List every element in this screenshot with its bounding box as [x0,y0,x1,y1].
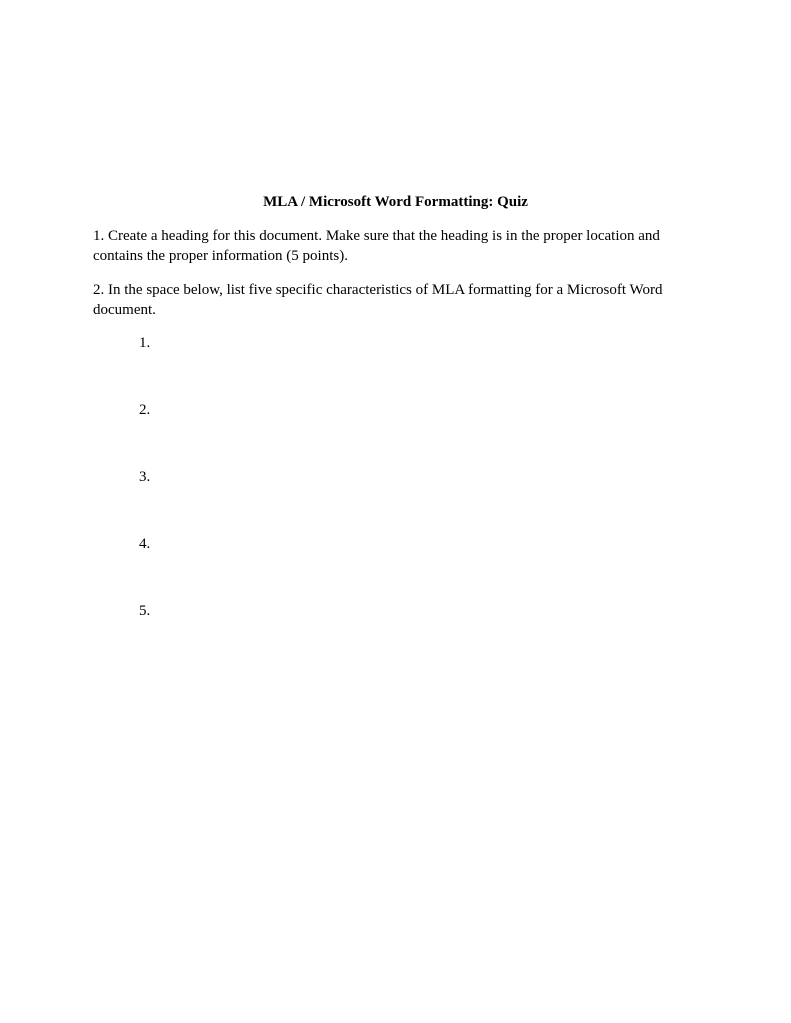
question-2: 2. In the space below, list five specific characteristics of MLA formatting for a Microsoft Word document. [93,282,663,318]
answer-number-1: 1. [139,335,151,351]
answer-number-3: 3. [139,469,151,485]
question-1: 1. Create a heading for this document. Make sure that the heading is in the proper location and contains the proper information (5 points). [93,228,660,264]
answer-number-5: 5. [139,603,151,619]
answer-number-4: 4. [139,536,151,552]
answer-number-2: 2. [139,402,151,418]
quiz-title: MLA / Microsoft Word Formatting: Quiz [263,194,528,210]
answer-list [139,333,150,668]
